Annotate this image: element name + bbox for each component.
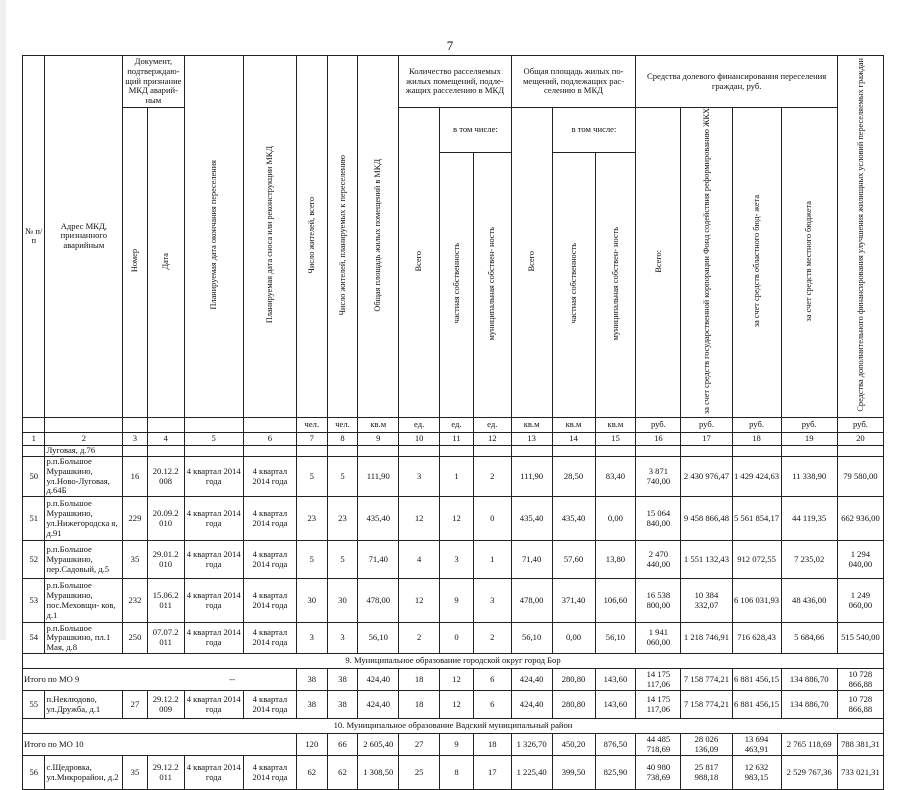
continuation-row [23,445,884,456]
table-cell: 20.12.2 008 [147,456,184,497]
table-cell: 5 [327,456,358,497]
table-cell: 29.01.2 010 [147,541,184,579]
table-cell: 16 [123,456,148,497]
table-cell: 12 632 983,15 [732,756,781,790]
total-value: 788 381,31 [837,734,883,756]
units-row [23,417,884,432]
total-value: 134 886,70 [781,669,837,691]
table-cell: 4 квартал 2014 года [184,579,243,623]
hdr-area-municipal: муниципальная собствен- ность [610,226,620,341]
total-value: 450,20 [552,734,595,756]
table-cell: 2 470 440,00 [636,541,681,579]
table-cell: 4 [399,541,440,579]
table-cell: 14 175 117,06 [636,691,681,719]
unit-cell: кв.м [358,417,399,432]
table-cell: 8 [440,756,474,790]
table-cell: 54 [23,623,45,654]
table-cell: 55 [23,691,45,719]
column-number-cell: 20 [837,432,883,445]
table-cell: 16 538 800,00 [636,579,681,623]
table-cell: 25 817 988,18 [681,756,732,790]
hdr-doc-group: Документ, подтверждаю- щий признание МКД аварий- ным [123,56,184,108]
total-value: 66 [327,734,358,756]
unit-cell [123,417,148,432]
section-title: 9. Муниципальное образование городской округ город Бор [23,654,884,669]
total-label [23,669,297,691]
table-cell: 56,10 [595,623,636,654]
table-cell: 229 [123,497,148,541]
table-cell: 9 458 866,48 [681,497,732,541]
table-cell: 4 квартал 2014 года [184,623,243,654]
hdr-doc-number: Номер [130,249,140,273]
table-cell: 27 [123,691,148,719]
column-number-cell: 16 [636,432,681,445]
table-cell: 4 квартал 2014 года [243,456,296,497]
total-value: 38 [296,669,327,691]
table-cell: 4 квартал 2014 года [184,456,243,497]
table-cell: 62 [296,756,327,790]
page-edge-shadow [0,0,6,640]
hdr-funds-total: Всего: [653,249,663,273]
table-cell: 6 106 031,93 [732,579,781,623]
total-value: 2 605,40 [358,734,399,756]
table-cell: 10 384 332,07 [681,579,732,623]
table-cell: 0 [473,497,511,541]
table-cell: 12 [440,691,474,719]
table-cell: 4 квартал 2014 года [184,541,243,579]
total-value: 6 [473,669,511,691]
table-cell: 20.09.2 010 [147,497,184,541]
table-cell: 12 [440,497,474,541]
table-cell: 56 [23,756,45,790]
table-cell: 662 936,00 [837,497,883,541]
unit-cell: руб. [636,417,681,432]
column-number-cell: 15 [595,432,636,445]
hdr-planned-resettle: Планируемая дата окончания переселения [208,160,218,310]
table-cell: 2 [399,623,440,654]
table-cell: 4 квартал 2014 года [184,497,243,541]
resettlement-table [22,55,884,790]
hdr-count-incl: в том числе: [440,108,512,153]
column-number-cell: 4 [147,432,184,445]
table-cell: 53 [23,579,45,623]
hdr-area-incl: в том числе: [552,108,636,153]
table-cell: 30 [327,579,358,623]
table-cell: 48 436,00 [781,579,837,623]
unit-cell [184,417,243,432]
table-cell: 280,80 [552,691,595,719]
column-number-cell: 9 [358,432,399,445]
total-value: 44 485 718,69 [636,734,681,756]
table-cell: 23 [327,497,358,541]
total-label-text: Итого по МО 9 [24,673,80,684]
table-cell: 5 [296,456,327,497]
table-cell: 50 [23,456,45,497]
hdr-total-area: Общая площадь жилых помещений в МКД [373,158,383,312]
table-cell: 6 [473,691,511,719]
table-cell: 1 308,50 [358,756,399,790]
hdr-residents-total: Число жителей, всего [307,196,317,274]
table-cell: 371,40 [552,579,595,623]
total-value: 28 026 136,09 [681,734,732,756]
column-number-cell: 6 [243,432,296,445]
table-cell: 7 158 774,21 [681,691,732,719]
section-title: 10. Муниципальное образование Вадский муниципальный район [23,719,884,734]
table-cell: 35 [123,541,148,579]
hdr-doc-date: Дата [160,252,170,270]
hdr-count-private: частная собственность [451,243,461,324]
unit-cell [147,417,184,432]
address-cell: р.п.Большое Мурашкино, пер.Садовый, д.5 [45,541,123,579]
table-cell: 435,40 [358,497,399,541]
total-value: 280,80 [552,669,595,691]
total-label: Итого по МО 10 [23,734,297,756]
column-numbers-row [23,432,884,445]
table-cell: 4 квартал 2014 года [184,691,243,719]
table-cell: 40 980 738,69 [636,756,681,790]
table-cell: 0,00 [552,623,595,654]
table-cell: 1 294 040,00 [837,541,883,579]
table-cell: 111,90 [511,456,552,497]
total-value: 7 158 774,21 [681,669,732,691]
address-cell: р.п.Большое Мурашкино, ул.Ново-Луговая, д.64Б [45,456,123,497]
address-cell: п.Неклюдово, ул.Дружба, д.1 [45,691,123,719]
table-cell: 478,00 [358,579,399,623]
table-cell: 28,50 [552,456,595,497]
table-cell: 825,90 [595,756,636,790]
hdr-count-municipal: муниципальная собствен- ность [487,226,497,341]
section-header-row [23,654,884,669]
table-cell: 38 [327,691,358,719]
table-cell: 15.06.2 011 [147,579,184,623]
hdr-fund-corp: за счет средств государственной корпорации Фонд содействия реформированию ЖКХ [701,108,711,414]
table-cell: 716 628,43 [732,623,781,654]
hdr-planned-demolish: Планируемая дата сноса или реконструкции МКД [265,146,275,324]
table-row [23,456,884,497]
column-number-cell: 3 [123,432,148,445]
unit-cell: руб. [681,417,732,432]
table-cell: 10 728 866,88 [837,691,883,719]
table-cell: 134 886,70 [781,691,837,719]
total-value: 9 [440,734,474,756]
table-cell: 12 [399,579,440,623]
table-cell: 51 [23,497,45,541]
table-cell: 1 551 132,43 [681,541,732,579]
table-cell: 62 [327,756,358,790]
table-cell: 29.12.2 011 [147,756,184,790]
total-value: 424,40 [358,669,399,691]
unit-cell [45,417,123,432]
column-number-cell: 2 [45,432,123,445]
table-cell: 2 529 767,36 [781,756,837,790]
table-cell: 5 [327,541,358,579]
table-cell: 2 [473,456,511,497]
hdr-area-total: Всего [526,250,536,272]
total-value: 2 765 118,69 [781,734,837,756]
table-cell: 23 [296,497,327,541]
table-row [23,623,884,654]
table-cell: 12 [399,497,440,541]
table-cell: 17 [473,756,511,790]
table-cell: 4 квартал 2014 года [243,756,296,790]
unit-cell: кв.м [511,417,552,432]
total-value: 876,50 [595,734,636,756]
hdr-num: № п/ п [23,56,45,418]
table-row [23,756,884,790]
table-row [23,497,884,541]
table-cell: 79 580,00 [837,456,883,497]
table-row [23,691,884,719]
total-value: 12 [440,669,474,691]
table-cell: 4 квартал 2014 года [243,541,296,579]
table-cell: 1 941 060,00 [636,623,681,654]
table-cell: 912 072,55 [732,541,781,579]
table-cell: 29.12.2 009 [147,691,184,719]
table-cell: 5 684,66 [781,623,837,654]
column-number-cell: 1 [23,432,45,445]
column-number-cell: 13 [511,432,552,445]
table-cell: 4 квартал 2014 года [243,579,296,623]
table-cell: 9 [440,579,474,623]
table-cell: 3 871 740,00 [636,456,681,497]
section-header-row [23,719,884,734]
unit-cell [23,417,45,432]
hdr-area-group: Общая площадь жилых по- мещений, подлежащих рас- селению в МКД [511,56,636,108]
table-cell: 4 квартал 2014 года [243,623,296,654]
hdr-fund-region: за счет средств областного бюд- жета [751,194,761,328]
table-cell: 424,40 [511,691,552,719]
hdr-address: Адрес МКД, признанного аварийным [45,56,123,418]
table-cell: 6 881 456,15 [732,691,781,719]
address-cell: р.п.Большое Мурашкино, пл.1 Мая, д.8 [45,623,123,654]
unit-cell: кв.м [552,417,595,432]
continuation-address: Луговая, д.76 [45,445,123,456]
address-cell: р.п.Большое Мурашкино, пос.Меховщи- ков, д.1 [45,579,123,623]
unit-cell: руб. [781,417,837,432]
column-number-cell: 5 [184,432,243,445]
table-cell: 11 338,90 [781,456,837,497]
table-cell: 435,40 [511,497,552,541]
table-cell: 1 225,40 [511,756,552,790]
column-number-cell: 7 [296,432,327,445]
table-cell: 52 [23,541,45,579]
unit-cell: руб. [732,417,781,432]
column-number-cell: 10 [399,432,440,445]
total-row [23,669,884,691]
hdr-additional-funds: Средства дополнительного финансирования улучшения жилищных условий переселяемых граждан [855,58,865,412]
unit-cell [243,417,296,432]
hdr-count-total: Всего [414,250,424,272]
table-cell: 424,40 [358,691,399,719]
table-cell: 15 064 840,00 [636,497,681,541]
hdr-residents-planned: Число жителей, планируемых к переселению [337,154,347,316]
table-cell: 1 249 060,00 [837,579,883,623]
table-cell: 71,40 [511,541,552,579]
table-cell: 1 429 424,63 [732,456,781,497]
total-value: 1 326,70 [511,734,552,756]
column-number-cell: 8 [327,432,358,445]
table-cell: 1 [473,541,511,579]
unit-cell: ед. [440,417,474,432]
table-cell: 38 [296,691,327,719]
total-value: 6 881 456,15 [732,669,781,691]
table-cell: 13,80 [595,541,636,579]
unit-cell: руб. [837,417,883,432]
total-value: 14 175 117,06 [636,669,681,691]
page-number: 7 [446,38,454,53]
hdr-funds-group: Средства долевого финансирования переселения граждан, руб. [636,56,837,108]
table-cell: 3 [327,623,358,654]
table-cell: 106,60 [595,579,636,623]
table-cell: 0 [440,623,474,654]
table-cell: 2 [473,623,511,654]
table-cell: 3 [440,541,474,579]
total-value: 27 [399,734,440,756]
column-number-cell: 18 [732,432,781,445]
hdr-count-group: Количество расселяемых жилых помещений, подле- жащих расселению в МКД [399,56,511,108]
table-cell: 35 [123,756,148,790]
table-cell: 83,40 [595,456,636,497]
table-cell: 56,10 [511,623,552,654]
table-cell: 5 [296,541,327,579]
table-cell: 435,40 [552,497,595,541]
table-cell: 250 [123,623,148,654]
table-cell: 56,10 [358,623,399,654]
table-cell: 3 [296,623,327,654]
total-value: 18 [399,669,440,691]
total-value: 13 694 463,91 [732,734,781,756]
unit-cell: ед. [473,417,511,432]
total-value: 10 728 866,88 [837,669,883,691]
table-cell: 143,60 [595,691,636,719]
unit-cell: кв.м [595,417,636,432]
column-number-cell: 12 [473,432,511,445]
table-cell: 44 119,35 [781,497,837,541]
table-cell: 4 квартал 2014 года [184,756,243,790]
total-value: 143,60 [595,669,636,691]
table-cell: 4 квартал 2014 года [243,497,296,541]
total-value: 38 [327,669,358,691]
total-value: 18 [473,734,511,756]
total-row [23,734,884,756]
table-cell: 71,40 [358,541,399,579]
table-cell: 3 [473,579,511,623]
table-cell: 515 540,00 [837,623,883,654]
table-cell: 30 [296,579,327,623]
hdr-fund-local: за счет средств местного бюджета [804,200,814,322]
table-cell: 733 021,31 [837,756,883,790]
total-value: 120 [296,734,327,756]
table-cell: 5 561 854,17 [732,497,781,541]
table-cell: 0,00 [595,497,636,541]
table-cell: 399,50 [552,756,595,790]
address-cell: р.п.Большое Мурашкино, ул.Нижегородска я, д.91 [45,497,123,541]
table-cell: 1 218 746,91 [681,623,732,654]
table-cell: 111,90 [358,456,399,497]
unit-cell: чел. [296,417,327,432]
column-number-cell: 11 [440,432,474,445]
column-number-cell: 14 [552,432,595,445]
hdr-area-private: частная собственность [568,243,578,324]
table-cell: 57,60 [552,541,595,579]
table-cell: 232 [123,579,148,623]
table-cell: 2 430 976,47 [681,456,732,497]
column-number-cell: 17 [681,432,732,445]
table-cell: 07.07.2 011 [147,623,184,654]
address-cell: с.Щедровка, ул.Микрорайон, д.2 [45,756,123,790]
table-cell: 7 235,02 [781,541,837,579]
total-value: 424,40 [511,669,552,691]
table-row [23,579,884,623]
table-cell: 25 [399,756,440,790]
table-row [23,541,884,579]
unit-cell: чел. [327,417,358,432]
unit-cell: ед. [399,417,440,432]
table-cell: 1 [440,456,474,497]
table-cell: 4 квартал 2014 года [243,691,296,719]
table-cell: 478,00 [511,579,552,623]
table-cell: 3 [399,456,440,497]
table-cell: 18 [399,691,440,719]
column-number-cell: 19 [781,432,837,445]
total-dash: -- [229,673,235,684]
